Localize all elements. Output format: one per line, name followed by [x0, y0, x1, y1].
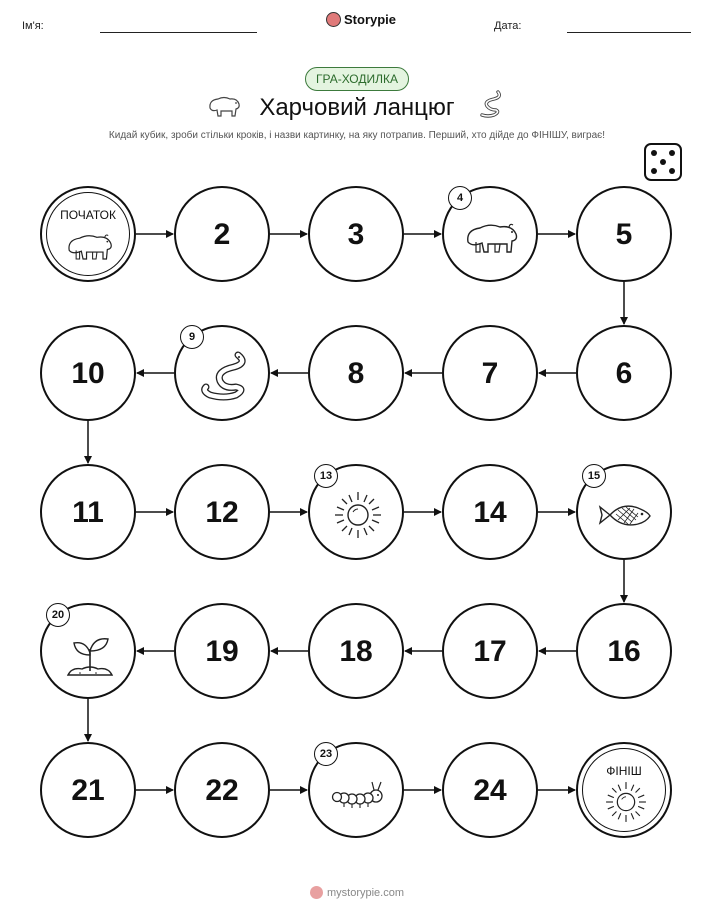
cell-number-badge: 4: [448, 186, 472, 210]
board-cell-22[interactable]: [174, 742, 270, 838]
board-cell-23[interactable]: [308, 742, 404, 838]
cell-number-badge: 15: [582, 464, 606, 488]
cell-number-badge: 9: [180, 325, 204, 349]
board-cell-9[interactable]: [174, 325, 270, 421]
board-cell-6[interactable]: [576, 325, 672, 421]
board-cell-3[interactable]: [308, 186, 404, 282]
cell-number-badge: 23: [314, 742, 338, 766]
storypie-logo-icon: [310, 886, 323, 899]
instructions: Кидай кубик, зроби стільки кроків, і назви картинку, на яку потрапив. Перший, хто дійде до ФІНІШУ, виграє!: [108, 130, 606, 141]
board-cell-7[interactable]: [442, 325, 538, 421]
cell-number: 3: [347, 218, 365, 251]
board-cell-13[interactable]: [308, 464, 404, 560]
board-cell-4[interactable]: [442, 186, 538, 282]
sprout-icon: [60, 629, 120, 679]
board-cell-14[interactable]: [442, 464, 538, 560]
board-cell-8[interactable]: [308, 325, 404, 421]
cell-number: 17: [473, 635, 507, 668]
cell-number-badge: 13: [314, 464, 338, 488]
cell-number: 2: [213, 218, 231, 251]
cell-number-badge: 20: [46, 603, 70, 627]
board-cell-1[interactable]: [40, 186, 136, 282]
cell-number: 16: [607, 635, 641, 668]
cell-number: 10: [71, 357, 105, 390]
board-cell-12[interactable]: [174, 464, 270, 560]
board-cell-24[interactable]: [442, 742, 538, 838]
cell-number: 21: [71, 774, 105, 807]
board-cell-18[interactable]: [308, 603, 404, 699]
board-cell-25[interactable]: [576, 742, 672, 838]
board-cell-19[interactable]: [174, 603, 270, 699]
cell-number: 18: [339, 635, 373, 668]
cell-number: 22: [205, 774, 239, 807]
board-cell-11[interactable]: [40, 464, 136, 560]
sun-icon: [328, 490, 388, 540]
date-label: Дата:: [494, 20, 522, 32]
cell-number: 7: [481, 357, 499, 390]
cell-number: 12: [205, 496, 239, 529]
fish-icon: [596, 490, 656, 540]
board-cell-21[interactable]: [40, 742, 136, 838]
board-cell-20[interactable]: [40, 603, 136, 699]
start-label: ПОЧАТОК: [60, 208, 116, 222]
cell-number: 19: [205, 635, 239, 668]
name-label: Ім'я:: [22, 20, 44, 32]
sun-icon: [600, 780, 652, 824]
cell-number: 6: [615, 357, 633, 390]
board-cell-17[interactable]: [442, 603, 538, 699]
footer: [310, 886, 404, 899]
cell-number: 24: [473, 774, 507, 807]
cell-number: 14: [473, 496, 507, 529]
board-cell-5[interactable]: [576, 186, 672, 282]
cell-number: 8: [347, 357, 365, 390]
board-cell-10[interactable]: [40, 325, 136, 421]
board-cell-15[interactable]: [576, 464, 672, 560]
caterpillar-icon: [328, 768, 388, 818]
cell-number: 11: [72, 496, 104, 529]
board-cell-16[interactable]: [576, 603, 672, 699]
finish-label: ФІНІШ: [606, 764, 642, 778]
bear-icon: [64, 224, 116, 268]
footer-url[interactable]: mystorypie.com: [327, 886, 405, 899]
page-title: Харчовий ланцюг: [259, 94, 455, 121]
board-cell-2[interactable]: [174, 186, 270, 282]
game-type-badge: ГРА-ХОДИЛКА: [305, 67, 409, 91]
bear-icon: [462, 212, 522, 262]
cell-number: 5: [615, 218, 633, 251]
worm-icon: [194, 351, 254, 401]
brand-name: Storypie: [344, 12, 397, 27]
